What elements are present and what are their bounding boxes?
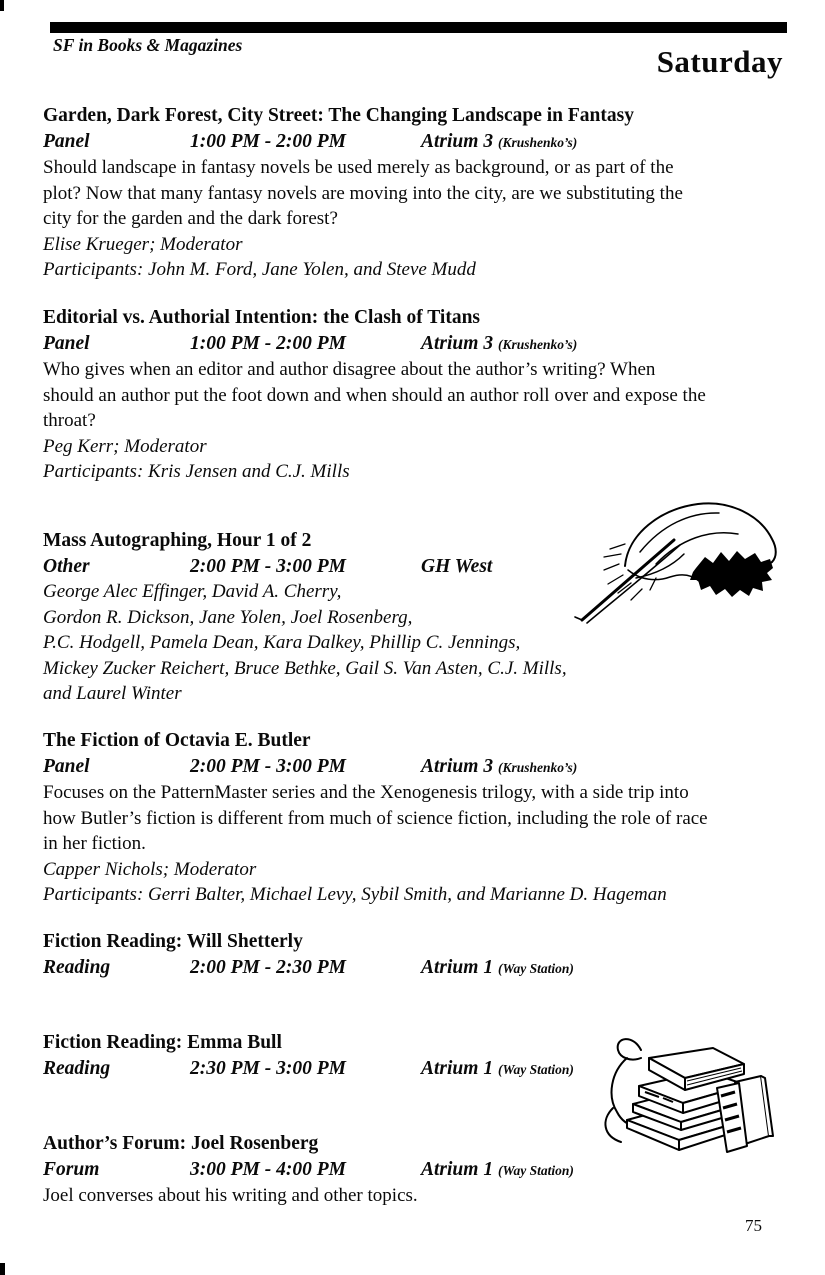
event-authors-forum-rosenberg [43, 1131, 574, 1209]
event-location: Atrium 1 [421, 1158, 494, 1180]
event-moderator: Elise Krueger; Moderator [43, 233, 243, 255]
event-time: 2:00 PM - 3:00 PM [190, 755, 346, 777]
event-time: 1:00 PM - 2:00 PM [190, 130, 346, 152]
scan-artifact-bottom-left [0, 1263, 5, 1275]
page-number: 75 [745, 1216, 762, 1235]
scan-artifact-top-left [0, 0, 4, 11]
event-description-line: city for the garden and the dark forest? [43, 208, 338, 229]
event-location-note: (Way Station) [497, 1162, 574, 1178]
event-location-note: (Krushenko’s) [497, 134, 578, 150]
event-meta-row [43, 955, 574, 982]
event-location: Atrium 1 [421, 956, 494, 978]
event-description-line: Should landscape in fantasy novels be used merely as background, or as part of the [43, 157, 674, 178]
event-description-line: plot? Now that many fantasy novels are moving into the city, are we substituting the [43, 182, 683, 204]
header-rule-bar [50, 22, 787, 33]
event-description-line: Who gives when an editor and author disagree about the author’s writing? When [43, 359, 656, 380]
event-description-line: how Butler’s fiction is different from much of science fiction, including the role of race [43, 807, 708, 829]
event-description-line: in her fiction. [43, 833, 146, 854]
event-reading-emma-bull [43, 1030, 574, 1082]
event-title: Garden, Dark Forest, City Street: The Changing Landscape in Fantasy [43, 105, 634, 126]
event-title: Author’s Forum: Joel Rosenberg [43, 1133, 319, 1154]
event-octavia-butler-fiction [43, 728, 708, 908]
event-description-line: throat? [43, 410, 96, 431]
event-garden-dark-forest [43, 103, 683, 283]
event-type: Forum [43, 1158, 100, 1180]
event-type: Panel [43, 130, 90, 152]
event-meta-row [43, 331, 706, 358]
event-time: 2:00 PM - 2:30 PM [190, 956, 346, 978]
day-heading: Saturday [656, 44, 783, 79]
event-type: Reading [43, 956, 111, 978]
event-location: GH West [421, 555, 493, 577]
event-participants: Participants: John M. Ford, Jane Yolen, and Steve Mudd [43, 259, 476, 280]
event-location-note: (Way Station) [497, 960, 574, 976]
event-location: Atrium 3 [421, 755, 494, 777]
event-description-line: should an author put the foot down and when should an author roll over and expose the [43, 384, 706, 406]
event-type: Panel [43, 332, 90, 354]
event-meta-row [43, 1056, 574, 1083]
event-participants: Mickey Zucker Reichert, Bruce Bethke, Gail S. Van Asten, C.J. Mills, [43, 657, 567, 679]
event-reading-will-shetterly [43, 929, 574, 981]
event-location-note: (Way Station) [497, 1061, 574, 1077]
event-participants: and Laurel Winter [43, 683, 182, 704]
event-time: 2:00 PM - 3:00 PM [190, 555, 346, 577]
event-meta-row [43, 554, 567, 580]
event-location: Atrium 1 [421, 1057, 494, 1079]
event-location: Atrium 3 [421, 332, 494, 354]
event-participants: George Alec Effinger, David A. Cherry, [43, 581, 342, 602]
event-location: Atrium 3 [421, 130, 494, 152]
event-meta-row [43, 1157, 574, 1184]
event-title: Fiction Reading: Emma Bull [43, 1032, 282, 1053]
event-participants: Gordon R. Dickson, Jane Yolen, Joel Rosenberg, [43, 606, 413, 628]
event-mass-autographing [43, 528, 567, 707]
event-time: 1:00 PM - 2:00 PM [190, 332, 346, 354]
stack-of-books-illustration [597, 1024, 777, 1166]
event-type: Reading [43, 1057, 111, 1079]
event-type: Other [43, 555, 90, 577]
event-moderator: Capper Nichols; Moderator [43, 858, 257, 880]
event-description-line: Focuses on the PatternMaster series and the Xenogenesis trilogy, with a side trip into [43, 782, 689, 803]
event-participants: Participants: Kris Jensen and C.J. Mills [43, 461, 350, 482]
event-moderator: Peg Kerr; Moderator [43, 435, 207, 457]
event-participants: Participants: Gerri Balter, Michael Levy, Sybil Smith, and Marianne D. Hageman [43, 884, 667, 905]
event-meta-row [43, 129, 683, 156]
event-title: Mass Autographing, Hour 1 of 2 [43, 530, 312, 551]
event-title: The Fiction of Octavia E. Butler [43, 730, 311, 751]
event-time: 2:30 PM - 3:00 PM [190, 1057, 346, 1079]
event-time: 3:00 PM - 4:00 PM [190, 1158, 346, 1180]
event-description-line: Joel converses about his writing and other topics. [43, 1185, 418, 1206]
event-title: Editorial vs. Authorial Intention: the Clash of Titans [43, 307, 481, 328]
event-title: Fiction Reading: Will Shetterly [43, 931, 303, 952]
quill-feather-illustration [568, 482, 786, 628]
event-location-note: (Krushenko’s) [497, 759, 578, 775]
event-type: Panel [43, 755, 90, 777]
event-editorial-vs-authorial [43, 305, 706, 485]
event-participants: P.C. Hodgell, Pamela Dean, Kara Dalkey, Phillip C. Jennings, [43, 632, 521, 653]
event-location-note: (Krushenko’s) [497, 336, 578, 352]
event-meta-row [43, 754, 708, 781]
section-title: SF in Books & Magazines [53, 35, 243, 55]
